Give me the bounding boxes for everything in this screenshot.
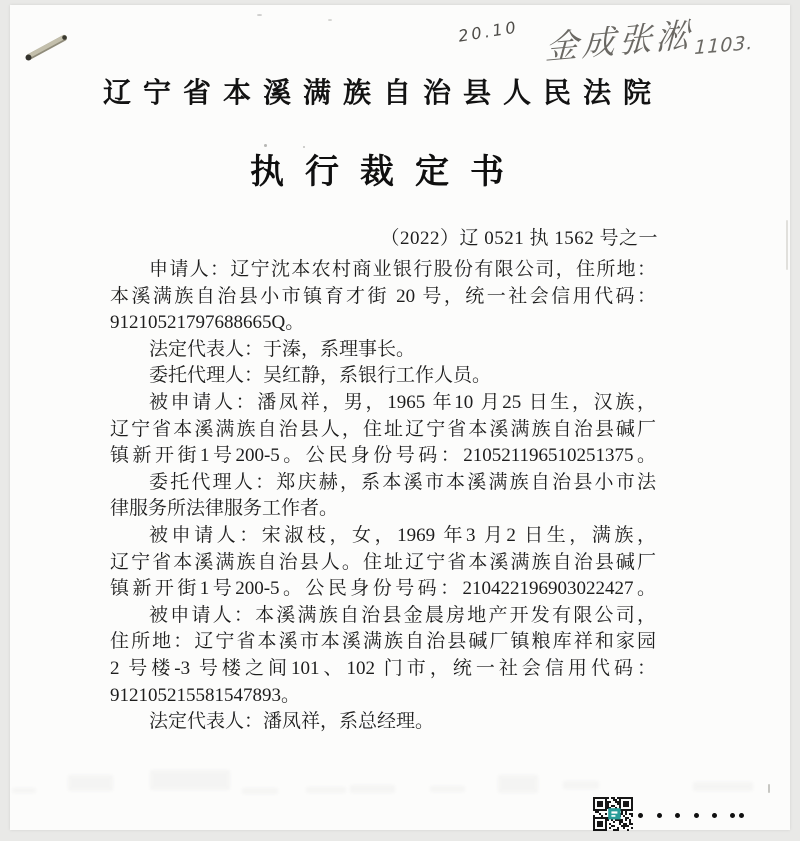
- paper-sheet: [10, 5, 790, 830]
- body-line: 辽宁省本溪满族自治县人。住址辽宁省本溪满族自治县碱厂: [110, 551, 656, 573]
- body-line: 912105215581547893。: [110, 684, 301, 706]
- scan-smudge: [498, 775, 538, 793]
- dot-mark: [739, 813, 744, 818]
- scan-speck: [768, 784, 770, 793]
- scan-smudge: [242, 788, 278, 794]
- scan-smudge: [68, 775, 113, 791]
- scan-smudge: [306, 787, 346, 793]
- dot-mark: [730, 813, 735, 818]
- scan-smudge: [12, 788, 36, 793]
- case-number: （2022）辽 0521 执 1562 号之一: [380, 228, 658, 249]
- dot-mark: [638, 813, 643, 818]
- dot-mark: [694, 813, 699, 818]
- body-line: 91210521797688665Q。: [110, 312, 305, 334]
- scan-speck: [257, 14, 262, 16]
- body-line: 辽宁省本溪满族自治县人，住址辽宁省本溪满族自治县碱厂: [110, 418, 656, 440]
- scan-speck: [328, 19, 332, 21]
- document-title: 执行裁定书: [250, 154, 525, 191]
- body-line: 法定代表人：潘凤祥，系总经理。: [149, 711, 435, 733]
- handwritten-signature-text: 金成张淞: [544, 15, 694, 68]
- dot-mark: [657, 813, 662, 818]
- body-line: 被申请人：宋淑枝，女，1969 年3 月2 日生，满族，: [149, 524, 656, 546]
- body-line: 委托代理人：郑庆赫，系本溪市本溪满族自治县小市法: [149, 471, 656, 493]
- handwritten-date: 20.10: [456, 17, 520, 46]
- court-name: 辽宁省本溪满族自治县人民法院: [102, 78, 663, 109]
- handwritten-number: 1103.: [693, 31, 754, 60]
- scan-smudge: [563, 781, 599, 789]
- dot-marks: [638, 813, 748, 821]
- scan-smudge: [430, 786, 465, 792]
- body-line: 律服务所法律服务工作者。: [110, 498, 339, 520]
- body-line: 住所地：辽宁省本溪市本溪满族自治县碱厂镇粮库祥和家园: [110, 631, 656, 653]
- body-line: 2 号楼-3 号楼之间101、102 门市，统一社会信用代码：: [110, 657, 656, 679]
- handwritten-signature: [545, 4, 753, 69]
- body-line: 镇新开街1号200-5。公民身份号码：210521196510251375。: [110, 445, 656, 467]
- page-crease: [786, 220, 788, 270]
- qr-code: [593, 797, 633, 831]
- scan-smudge: [150, 770, 230, 790]
- body-line: 被申请人：潘凤祥，男，1965 年10 月25 日生，汉族，: [149, 391, 656, 413]
- staple-icon: [18, 27, 70, 67]
- document-body: [110, 257, 656, 736]
- dot-mark: [675, 813, 680, 818]
- body-line: 法定代表人：于溱，系理事长。: [149, 338, 416, 360]
- body-line: 申请人：辽宁沈本农村商业银行股份有限公司，住所地：: [149, 259, 656, 280]
- scan-smudge: [350, 785, 395, 793]
- body-line: 本溪满族自治县小市镇育才街 20 号，统一社会信用代码：: [110, 285, 656, 307]
- dot-mark: [712, 813, 717, 818]
- scan-smudge: [693, 782, 753, 791]
- body-line: 镇新开街1号200-5。公民身份号码：210422196903022427。: [110, 578, 656, 600]
- body-line: 委托代理人：吴红静，系银行工作人员。: [149, 365, 492, 387]
- body-line: 被申请人：本溪满族自治县金晨房地产开发有限公司，: [149, 604, 656, 626]
